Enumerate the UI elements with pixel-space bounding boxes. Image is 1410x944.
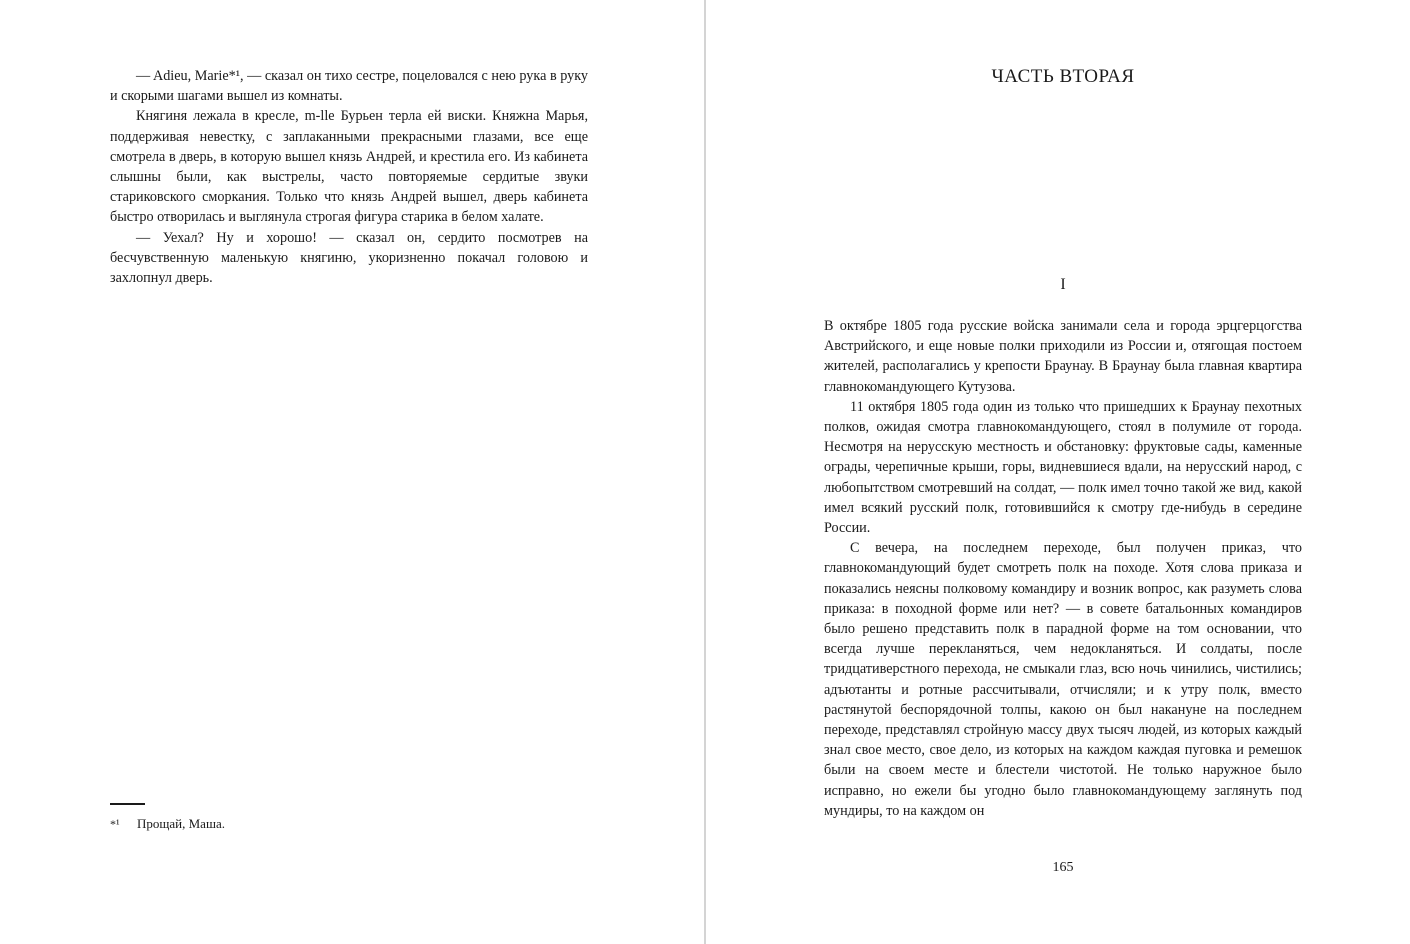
left-paragraph-2: Княгиня лежала в кресле, m-lle Бурьен терла ей виски. Княжна Марья, поддерживая невестку, с заплаканными прекрасными глазами, все еще смотрела в дверь, в которую вышел князь Андрей, и крестила его. Из кабинета слышны были, как выстрелы, часто повторяемые сердитые звуки стариковского сморкания. Только что князь Андрей вышел, дверь кабинета быстро отворилась и выглянула строгая фигура старика в белом халате. bbox=[110, 108, 588, 226]
footnote-text: Прощай, Маша. bbox=[137, 816, 225, 831]
footnote bbox=[110, 815, 225, 833]
right-paragraph-1: В октябре 1805 года русские войска занимали села и города эрцгерцогства Австрийского, и еще новые полки приходили из России и, отягощая постоем жителей, располагались у крепости Браунау. В Браунау была главная квартира главнокомандующего Кутузова. bbox=[824, 318, 1302, 395]
left-paragraph-3: — Уехал? Ну и хорошо! — сказал он, сердито посмотрев на бесчувственную маленькую княгиню, укоризненно покачал головою и захлопнул дверь. bbox=[110, 229, 588, 287]
page-gutter bbox=[704, 0, 706, 944]
left-page-text bbox=[110, 66, 588, 288]
right-paragraph-2: 11 октября 1805 года один из только что пришедших к Браунау пехотных полков, ожидая смотра главнокомандующего, стоял в полумиле от города. Несмотря на нерусскую местность и обстановку: фруктовые сады, каменные ограды, черепичные крыши, горы, видневшиеся вдали, на нерусский народ, с любопытством смотревший на солдат, — полк имел точно такой же вид, какой имел всякий русский полк, готовившийся к смотру где-нибудь в середине России. bbox=[824, 398, 1302, 537]
right-paragraph-3: С вечера, на последнем переходе, был получен приказ, что главнокомандующий будет смотреть полк на походе. Хотя слова приказа и показались неясны полковому командиру и возник вопрос, как разуметь слова приказа: в походной форме или нет? — в совете батальонных командиров было решено представить полк в парадной форме на том основании, что всегда лучше перекланяться, чем недокланяться. И солдаты, после тридцативерстного перехода, не смыкали глаз, всю ночь чинились, чистились; адъютанты и ротные рассчитывали, отчисляли; и к утру полк, вместо растянутой беспорядочной толпы, какою он был накануне на последнем переходе, представлял стройную массу двух тысяч людей, из которых каждый знал свое место, свое дело, из которых на каждом каждая пуговка и ремешок были на своем месте и блестели чистотой. Не только наружное было исправно, но ежели бы угодно было главнокомандующему заглянуть под мундиры, то на каждом он bbox=[824, 540, 1302, 819]
right-page-text bbox=[824, 316, 1302, 821]
footnote-divider bbox=[110, 803, 145, 805]
chapter-number: I bbox=[1060, 276, 1066, 293]
footnote-marker: *¹ bbox=[110, 817, 120, 831]
left-paragraph-1: — Adieu, Marie*¹, — сказал он тихо сестре, поцеловался с нею рука в руку и скорыми шагами вышел из комнаты. bbox=[110, 68, 588, 105]
part-title: ЧАСТЬ ВТОРАЯ bbox=[991, 66, 1135, 87]
page-number: 165 bbox=[1052, 860, 1074, 875]
